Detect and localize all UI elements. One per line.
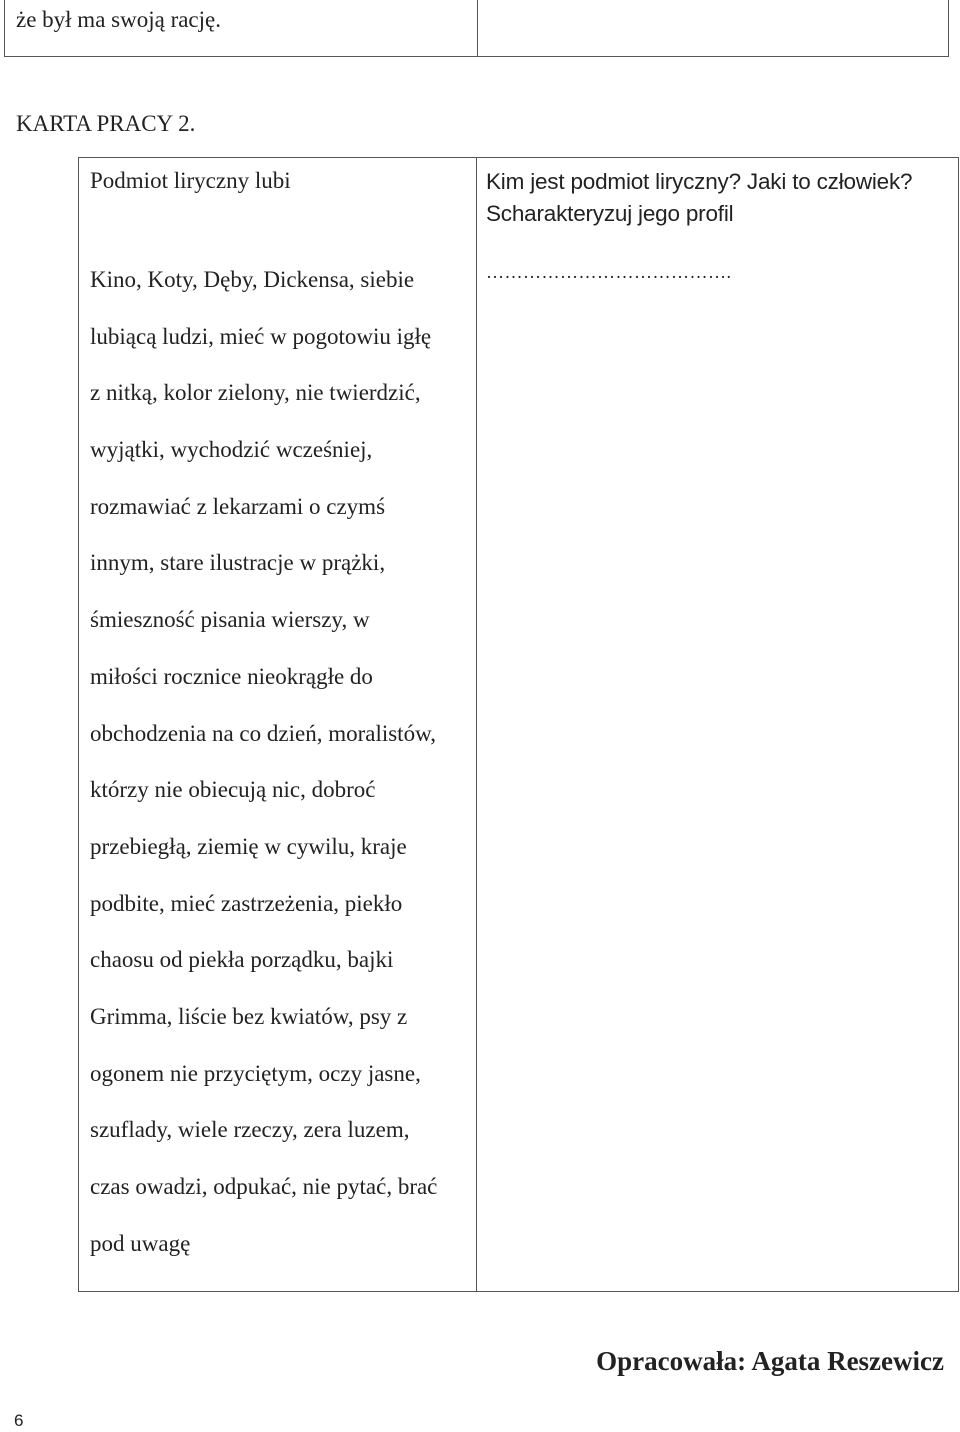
likes-line: lubiącą ludzi, mieć w pogotowiu igłę <box>90 323 432 349</box>
answer-line[interactable]: …………………………………. <box>486 262 732 282</box>
likes-line: Kino, Koty, Dęby, Dickensa, siebie <box>90 267 415 292</box>
likes-line: z nitką, kolor zielony, nie twierdzić, <box>90 380 421 406</box>
likes-line: pod uwagę <box>90 1230 191 1256</box>
likes-line: szuflady, wiele rzeczy, zera luzem, <box>90 1117 410 1143</box>
worksheet-table <box>78 157 959 1292</box>
likes-line: innym, stare ilustracje w prążki, <box>90 550 386 576</box>
likes-line: przebiegłą, ziemię w cywilu, kraje <box>90 833 407 859</box>
likes-line: rozmawiać z lekarzami o czymś <box>90 493 386 519</box>
likes-column <box>79 158 477 1291</box>
previous-table-fragment <box>4 0 949 57</box>
previous-table-right-cell <box>478 0 948 56</box>
likes-line: obchodzenia na co dzień, moralistów, <box>90 720 436 746</box>
likes-line: wyjątki, wychodzić wcześniej, <box>90 437 373 463</box>
likes-line: miłości rocznice nieokrągłe do <box>90 663 373 689</box>
characterization-instruction: Scharakteryzuj jego profil <box>486 201 734 226</box>
likes-line: podbite, mieć zastrzeżenia, piekło <box>90 890 403 916</box>
likes-line: którzy nie obiecują nic, dobroć <box>90 777 376 803</box>
likes-line: śmieszność pisania wierszy, w <box>90 607 370 633</box>
likes-line: chaosu od piekła porządku, bajki <box>90 947 394 973</box>
previous-table-left-cell: że był ma swoją rację. <box>5 0 478 56</box>
characterization-column <box>477 158 958 1291</box>
likes-line: ogonem nie przyciętym, oczy jasne, <box>90 1060 421 1086</box>
likes-heading: Podmiot liryczny lubi <box>90 168 291 193</box>
characterization-question: Kim jest podmiot liryczny? Jaki to człowiek? <box>486 169 913 194</box>
author-credit: Opracowała: Agata Reszewicz <box>596 1346 944 1376</box>
likes-list <box>90 252 476 1272</box>
worksheet-title: KARTA PRACY 2. <box>16 111 196 136</box>
likes-line: Grimma, liście bez kwiatów, psy z <box>90 1003 408 1029</box>
page-number: 6 <box>14 1411 24 1430</box>
likes-line: czas owadzi, odpukać, nie pytać, brać <box>90 1174 438 1199</box>
